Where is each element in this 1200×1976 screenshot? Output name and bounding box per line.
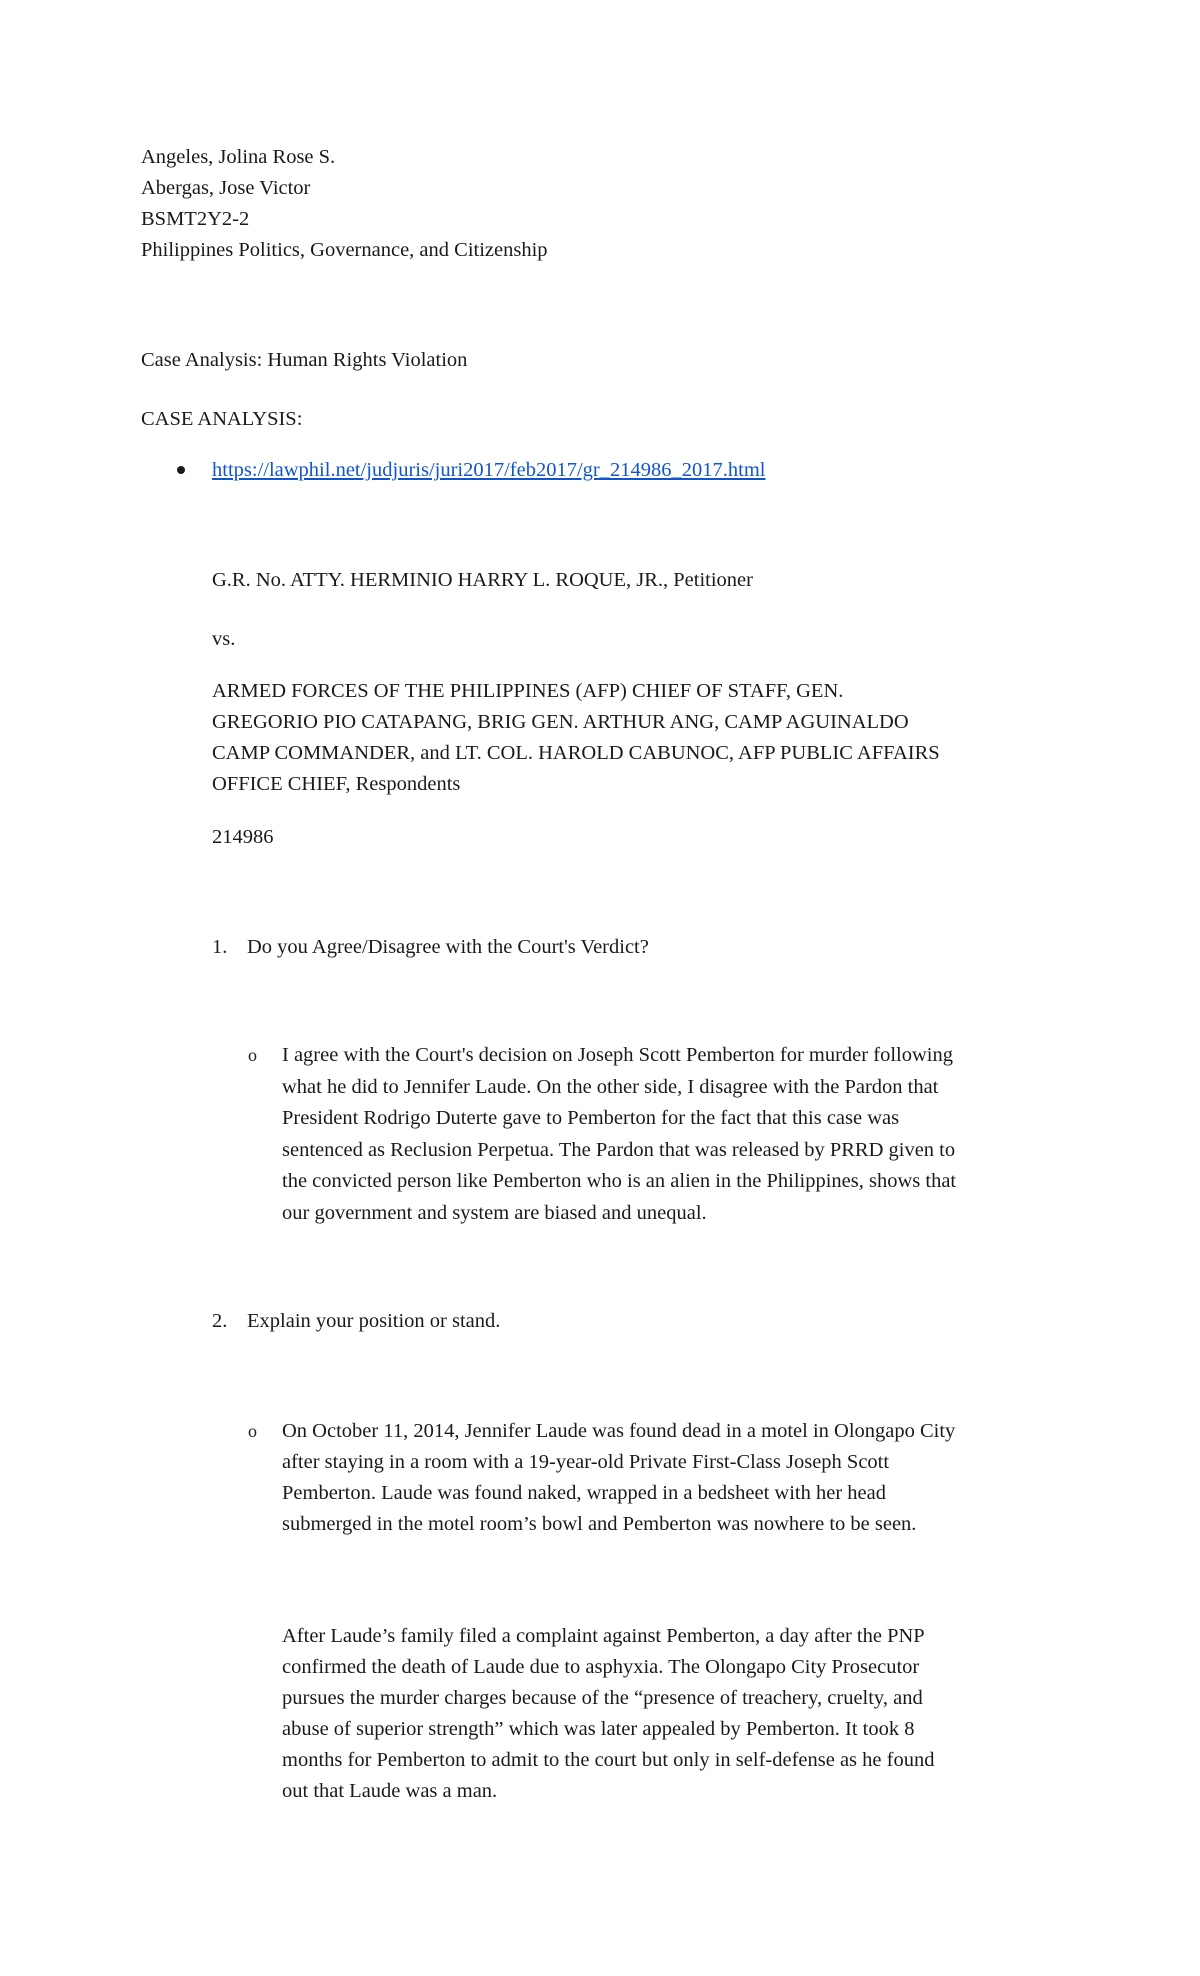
question-1-marker: 1.: [212, 936, 228, 958]
answer-2-followup-line-3: pursues the murder charges because of the “presence of treachery, cruelty, and: [282, 1687, 923, 1709]
case-respondents-line-4: OFFICE CHIEF, Respondents: [212, 773, 461, 795]
answer-1-hollow-bullet-icon: o: [248, 1045, 257, 1065]
answer-2-followup-line-1: After Laude’s family filed a complaint against Pemberton, a day after the PNP: [282, 1625, 925, 1647]
answer-1-line-5: the convicted person like Pemberton who is an alien in the Philippines, shows that: [282, 1170, 957, 1192]
answer-1-line-4: sentenced as Reclusion Perpetua. The Pardon that was released by PRRD given to: [282, 1139, 956, 1161]
course-title: Philippines Politics, Governance, and Citizenship: [141, 239, 548, 261]
case-respondents-line-1: ARMED FORCES OF THE PHILIPPINES (AFP) CHIEF OF STAFF, GEN.: [212, 680, 844, 702]
answer-2-line-4: submerged in the motel room’s bowl and Pemberton was nowhere to be seen.: [282, 1513, 917, 1535]
answer-1-line-2: what he did to Jennifer Laude. On the other side, I disagree with the Pardon that: [282, 1076, 939, 1098]
answer-2-line-1: On October 11, 2014, Jennifer Laude was found dead in a motel in Olongapo City: [282, 1420, 956, 1442]
answer-2-followup-line-5: months for Pemberton to admit to the court but only in self-defense as he found: [282, 1749, 935, 1771]
answer-1-line-1: I agree with the Court's decision on Joseph Scott Pemberton for murder following: [282, 1044, 953, 1066]
case-link[interactable]: https://lawphil.net/judjuris/juri2017/feb2017/gr_214986_2017.html: [212, 459, 766, 481]
author-name-1: Angeles, Jolina Rose S.: [141, 146, 336, 168]
case-analysis-heading: CASE ANALYSIS:: [141, 408, 303, 430]
question-2-marker: 2.: [212, 1310, 228, 1332]
author-name-2: Abergas, Jose Victor: [141, 177, 311, 199]
case-number: 214986: [212, 826, 274, 848]
answer-1-line-6: our government and system are biased and unequal.: [282, 1202, 707, 1224]
section-code: BSMT2Y2-2: [141, 208, 250, 230]
question-2-text: Explain your position or stand.: [247, 1310, 501, 1332]
question-1-text: Do you Agree/Disagree with the Court's Verdict?: [247, 936, 649, 958]
bullet-icon: [177, 466, 185, 474]
answer-2-line-2: after staying in a room with a 19-year-old Private First-Class Joseph Scott: [282, 1451, 890, 1473]
document-title: Case Analysis: Human Rights Violation: [141, 349, 468, 371]
answer-2-followup-line-6: out that Laude was a man.: [282, 1780, 498, 1802]
answer-1-line-3: President Rodrigo Duterte gave to Pemberton for the fact that this case was: [282, 1107, 900, 1129]
case-respondents-line-3: CAMP COMMANDER, and LT. COL. HAROLD CABUNOC, AFP PUBLIC AFFAIRS: [212, 742, 940, 764]
answer-2-followup-line-4: abuse of superior strength” which was later appealed by Pemberton. It took 8: [282, 1718, 915, 1740]
answer-2-hollow-bullet-icon: o: [248, 1421, 257, 1441]
case-link-wrapper: [212, 455, 765, 486]
answer-2-line-3: Pemberton. Laude was found naked, wrapped in a bedsheet with her head: [282, 1482, 886, 1504]
answer-2-followup-line-2: confirmed the death of Laude due to asphyxia. The Olongapo City Prosecutor: [282, 1656, 920, 1678]
case-versus: vs.: [212, 628, 236, 650]
case-respondents-line-2: GREGORIO PIO CATAPANG, BRIG GEN. ARTHUR ANG, CAMP AGUINALDO: [212, 711, 909, 733]
case-petitioner: G.R. No. ATTY. HERMINIO HARRY L. ROQUE, JR., Petitioner: [212, 569, 753, 591]
